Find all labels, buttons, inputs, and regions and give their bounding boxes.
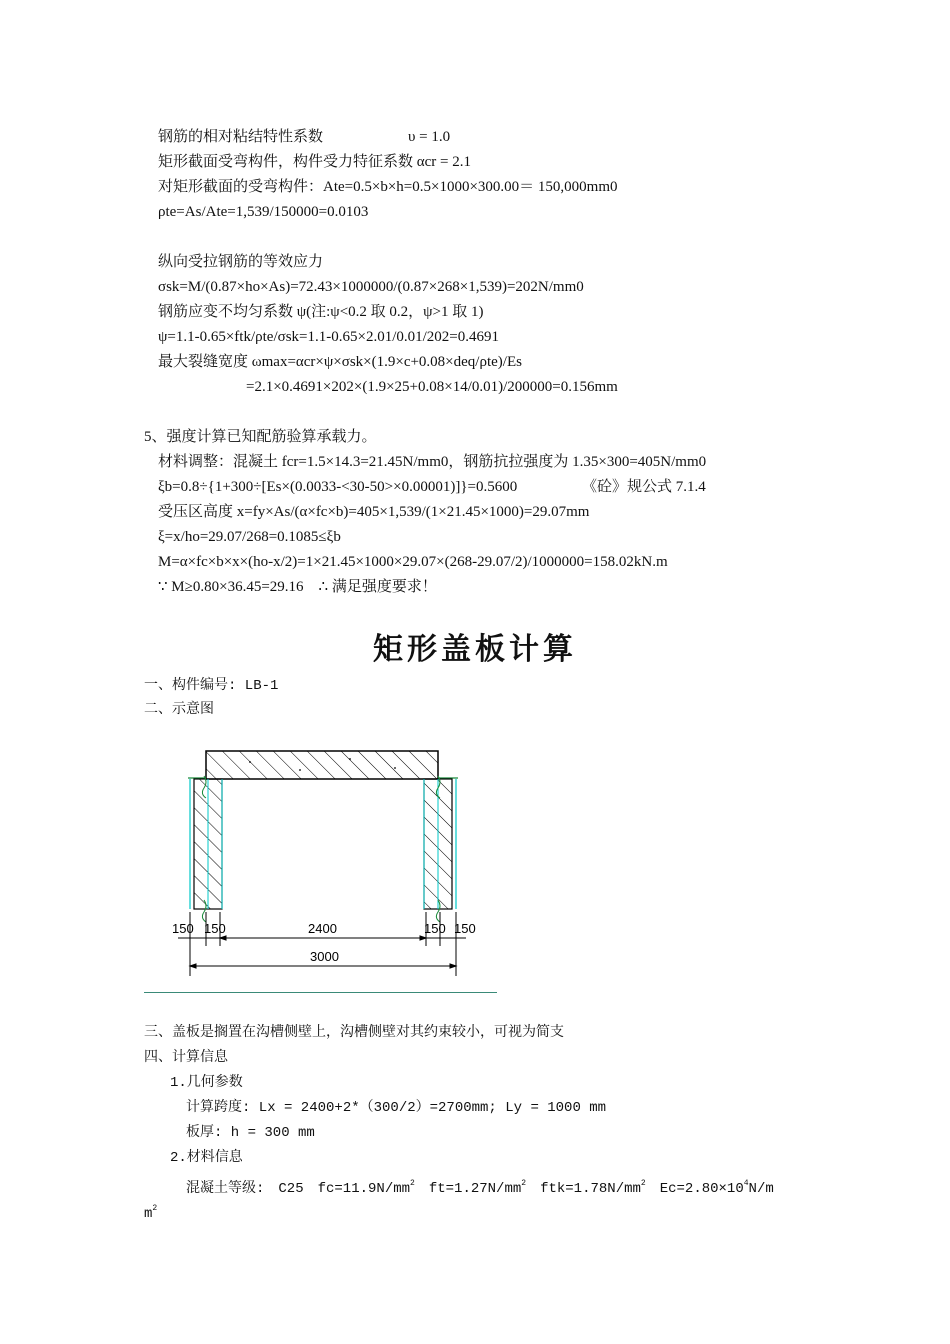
max-crack-result: =2.1×0.4691×202×(1.9×25+0.08×14/0.01)/200000=0.156mm — [246, 379, 618, 395]
force-coefficient-line: 矩形截面受弯构件，构件受力特征系数 αcr = 2.1 — [158, 154, 471, 170]
superscript: 2 — [640, 1179, 646, 1188]
dim-label-3000: 3000 — [310, 949, 339, 964]
dim-label-150-right-inner: 150 — [424, 921, 446, 936]
moment-capacity-line: M=α×fc×b×x×(ho-x/2)=1×21.45×1000×29.07×(268-29.07/2)/1000000=158.02kN.m — [158, 554, 668, 570]
span-line: 计算跨度: Lx = 2400+2*（300/2）=2700mm; Ly = 1000 mm — [186, 1100, 607, 1116]
strength-heading: 5、强度计算已知配筋验算承载力。 — [144, 429, 377, 445]
concrete-ftk: ftk=1.78N/mm — [526, 1181, 641, 1197]
geometry-subheading: 1.几何参数 — [170, 1075, 243, 1091]
bond-coefficient-label: 钢筋的相对粘结特性系数 — [158, 129, 324, 145]
right-side-wall — [424, 776, 456, 922]
material-adjust-line: 材料调整：混凝土 fcr=1.5×14.3=21.45N/mm0，钢筋抗拉强度为 1.35×300=405N/mm0 — [158, 454, 707, 470]
page-title: 矩形盖板计算 — [373, 632, 577, 667]
concrete-ft: ft=1.27N/mm — [414, 1181, 522, 1197]
concrete-ec: Ec=2.80×10 — [645, 1181, 744, 1197]
superscript: 2 — [521, 1179, 527, 1188]
dim-label-150-left-outer: 150 — [172, 921, 194, 936]
schematic-heading: 二、示意图 — [144, 702, 214, 718]
concrete-ec-unit: N/m — [748, 1181, 774, 1197]
unit-wrap-text: m — [144, 1206, 153, 1222]
material-subheading: 2.材料信息 — [170, 1150, 243, 1166]
psi-note-line: 钢筋应变不均匀系数 ψ(注:ψ<0.2 取 0.2，ψ>1 取 1) — [158, 304, 484, 320]
cover-slab — [206, 751, 438, 779]
equivalent-stress-heading: 纵向受拉钢筋的等效应力 — [158, 254, 324, 270]
rho-te-line: ρte=As/Ate=1,539/150000=0.0103 — [158, 204, 369, 220]
calc-info-heading: 四、计算信息 — [144, 1050, 228, 1066]
max-crack-formula: 最大裂缝宽度 ωmax=αcr×ψ×σsk×(1.9×c+0.08×deq/ρte)/Es — [158, 354, 522, 370]
concrete-unit-wrap — [144, 1199, 157, 1224]
compression-height-line: 受压区高度 x=fy×As/(α×fc×b)=405×1,539/(1×21.45×1000)=29.07mm — [158, 504, 590, 520]
psi-line: ψ=1.1-0.65×ftk/ρte/σsk=1.1-0.65×2.01/0.01/202=0.4691 — [158, 329, 499, 345]
ate-line: 对矩形截面的受弯构件：Ate=0.5×b×h=0.5×1000×300.00＝ 150,000mm0 — [158, 179, 618, 195]
cover-plate-schematic — [160, 740, 490, 980]
xi-b-line: ξb=0.8÷{1+300÷[Es×(0.0033-<30-50>×0.00001)]}=0.5600 — [158, 479, 518, 495]
left-side-wall — [190, 776, 222, 922]
superscript: 2 — [152, 1204, 158, 1213]
xi-line: ξ=x/ho=29.07/268=0.1085≤ξb — [158, 529, 341, 545]
support-condition-line: 三、盖板是搁置在沟槽侧壁上，沟槽侧壁对其约束较小，可视为简支 — [144, 1025, 564, 1041]
section-divider — [144, 992, 497, 993]
concrete-grade-line — [186, 1174, 774, 1199]
dim-label-2400: 2400 — [308, 921, 337, 936]
bond-coefficient-value: υ = 1.0 — [408, 129, 451, 145]
thickness-line: 板厚: h = 300 mm — [186, 1125, 315, 1141]
dim-label-150-left-inner: 150 — [204, 921, 226, 936]
superscript: 2 — [410, 1179, 415, 1188]
member-id-line: 一、构件编号: LB-1 — [144, 678, 279, 694]
code-reference: 《砼》规公式 7.1.4 — [582, 479, 706, 495]
sigma-sk-line: σsk=M/(0.87×ho×As)=72.43×1000000/(0.87×268×1,539)=202N/mm0 — [158, 279, 584, 295]
dim-label-150-right-outer: 150 — [454, 921, 476, 936]
conclusion-line: ∵ M≥0.80×36.45=29.16 ∴ 满足强度要求！ — [158, 579, 437, 595]
concrete-fc: 混凝土等级: C25 fc=11.9N/mm — [186, 1181, 411, 1197]
superscript: 4 — [743, 1179, 749, 1188]
